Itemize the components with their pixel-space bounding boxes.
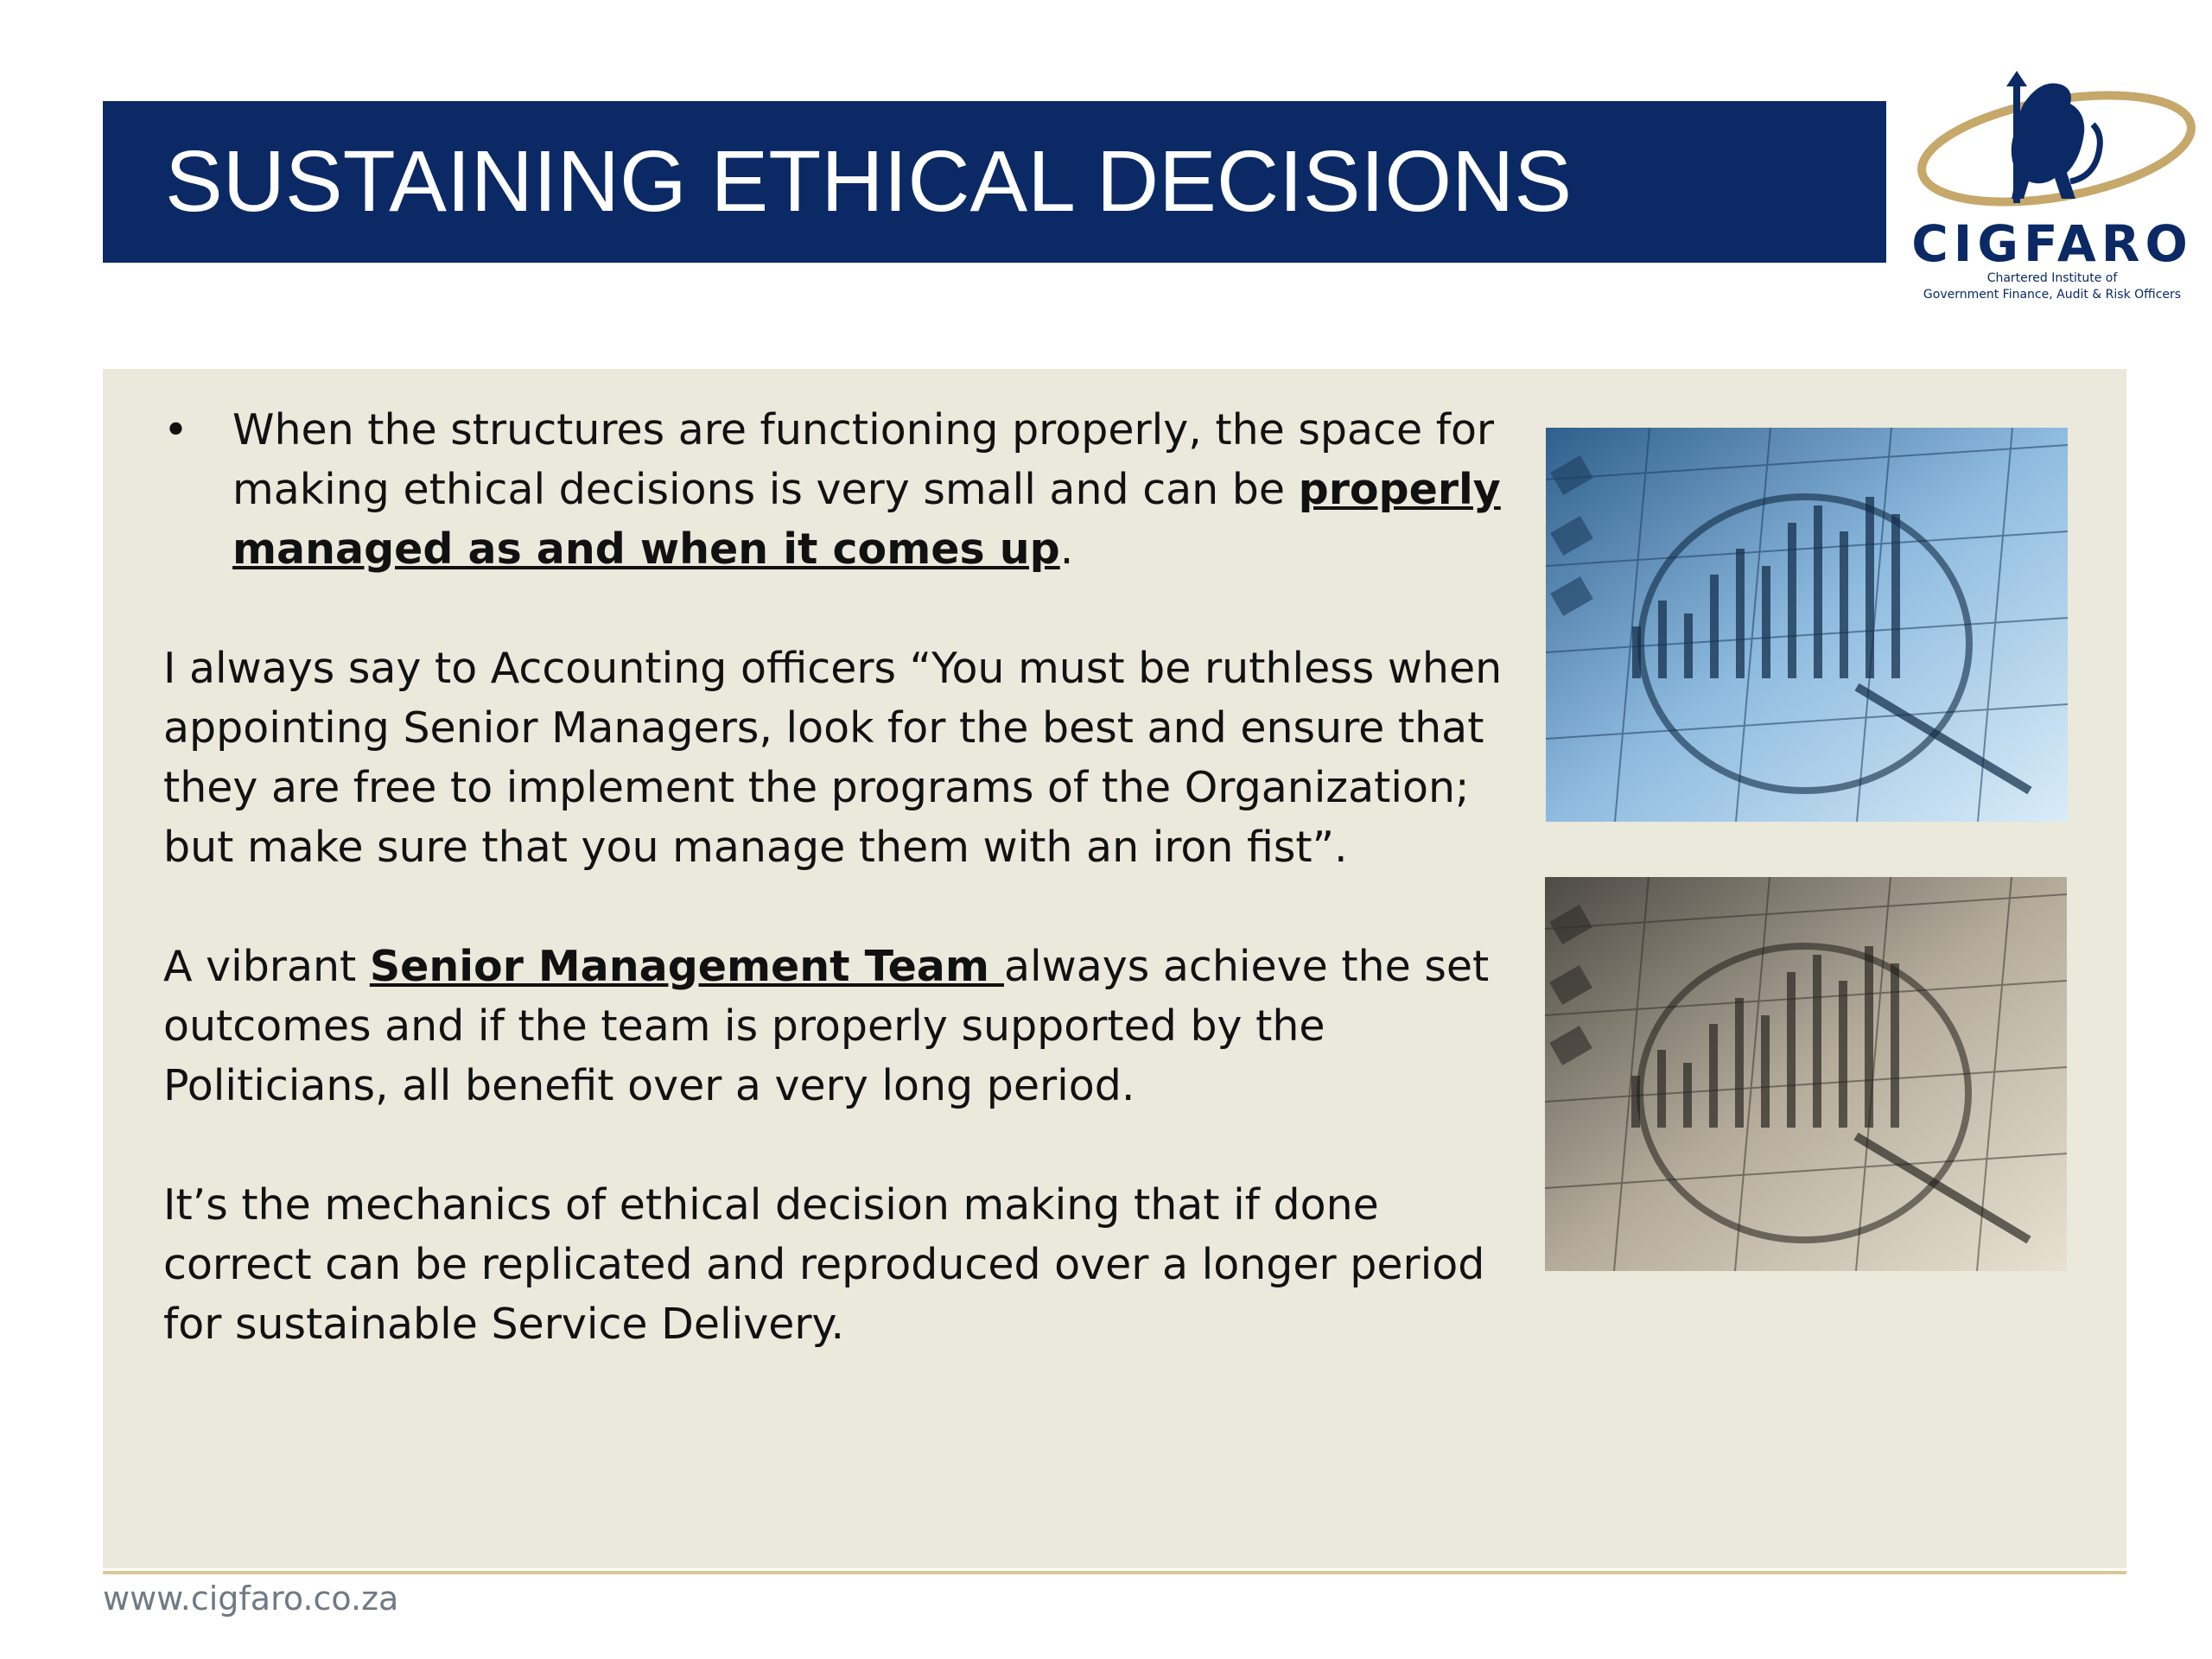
footer-divider bbox=[103, 1571, 2126, 1574]
logo-subtitle-line2: Government Finance, Audit & Risk Officers bbox=[1923, 288, 2182, 302]
slide-title: SUSTAINING ETHICAL DECISIONS bbox=[165, 133, 1573, 230]
paragraph3-emphasis: Senior Management Team bbox=[369, 942, 1004, 991]
content-panel bbox=[103, 369, 2126, 1568]
finance-chart-photo-sepia bbox=[1545, 877, 2067, 1271]
title-bar bbox=[103, 101, 1886, 263]
paragraph3-text-end: always achieve the set outcomes and if the team is properly supported by the Politicians, all benefit over a very long period. bbox=[163, 942, 1490, 1110]
body-text bbox=[163, 400, 1511, 1354]
heraldic-lion-icon bbox=[1910, 52, 2203, 216]
footer-website-url[interactable]: www.cigfaro.co.za bbox=[103, 1580, 399, 1618]
bullet-text: When the structures are functioning properly, the space for making ethical decisions is very small and can be bbox=[232, 405, 1495, 514]
bullet-item bbox=[163, 400, 1511, 579]
logo-wordmark: CIGFARO bbox=[1911, 214, 2193, 273]
cigfaro-logo bbox=[1910, 52, 2203, 302]
paragraph-senior-management bbox=[163, 937, 1511, 1116]
paragraph-mechanics: It’s the mechanics of ethical decision making that if done correct can be replicated and reproduced over a longer period for sustainable Service Delivery. bbox=[163, 1180, 1485, 1349]
logo-subtitle-line1: Chartered Institute of bbox=[1986, 271, 2118, 285]
finance-chart-photo-blue bbox=[1546, 428, 2068, 822]
bullet-emphasis: properly managed as and when it comes up bbox=[232, 465, 1501, 574]
paragraph3-text: A vibrant bbox=[163, 942, 370, 991]
bullet-marker: • bbox=[163, 405, 188, 454]
bullet-text-end: . bbox=[1059, 524, 1074, 574]
paragraph-accounting-officers: I always say to Accounting officers “You must be ruthless when appointing Senior Managers, look for the best and ensure that they are free to implement the programs of the Organization; but make sure that you manage them with an iron fist”. bbox=[163, 644, 1503, 872]
